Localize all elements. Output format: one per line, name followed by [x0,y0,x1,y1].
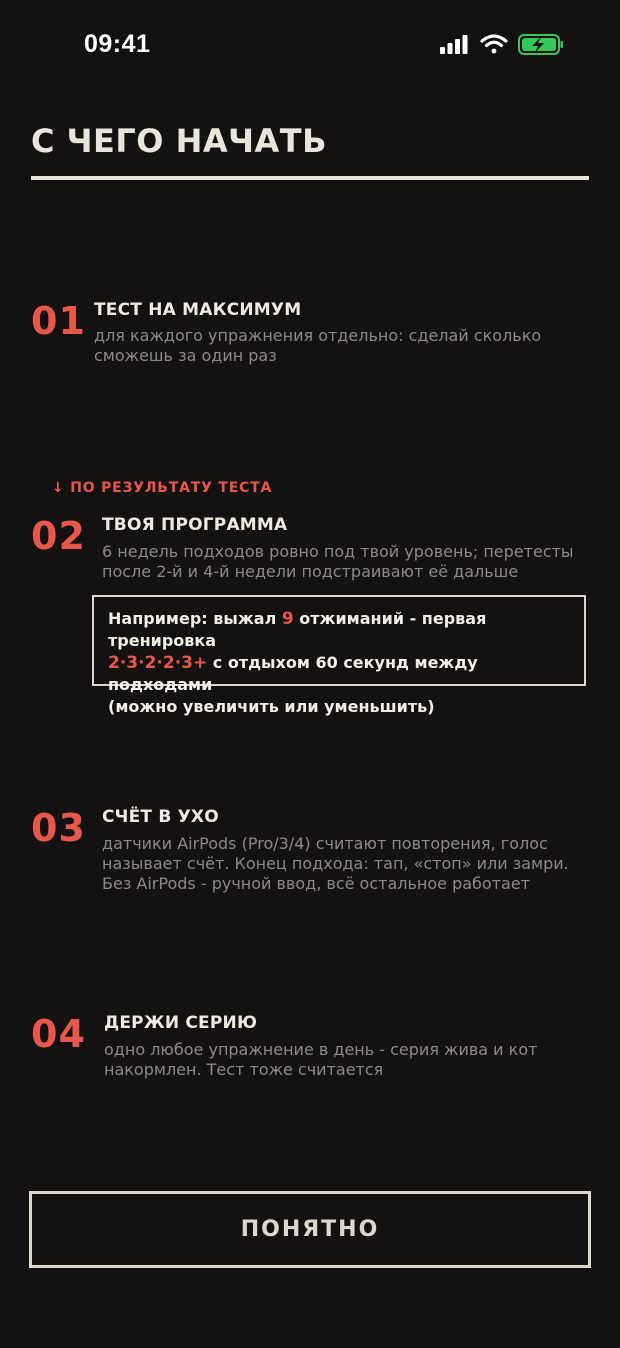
step-number-4: 04 [31,1012,86,1056]
step-number-2: 02 [31,514,86,558]
step-number-3: 03 [31,806,86,850]
step-desc-1 [94,326,574,366]
step-desc-line: после 2-й и 4-й недели подстраивают её дальше [102,562,519,581]
example-reps: 9 [281,609,294,629]
step-title-3: СЧЁТ В УХО [102,807,219,827]
understood-button[interactable]: ПОНЯТНО [29,1191,591,1268]
step-title-4: ДЕРЖИ СЕРИЮ [104,1013,258,1033]
step-desc-line: для каждого упражнения отдельно: сделай сколько [94,326,542,345]
step-desc-2 [102,542,582,582]
step-desc-line: накормлен. Тест тоже считается [104,1060,384,1079]
title-divider [31,176,589,180]
status-time: 09:41 [84,30,151,58]
step-desc-4 [104,1040,584,1080]
example-scheme: 2·3·2·2·3+ [108,653,208,673]
page-title: С ЧЕГО НАЧАТЬ [31,122,327,160]
step-title-2: ТВОЯ ПРОГРАММА [102,515,288,535]
step-desc-line: одно любое упражнение в день - серия жива и кот [104,1040,538,1059]
test-result-note: ↓ ПО РЕЗУЛЬТАТУ ТЕСТА [52,480,273,496]
status-icons [438,32,564,58]
example-box [92,595,586,716]
cellular-signal-icon [440,35,468,54]
step-desc-line: сможешь за один раз [94,346,277,365]
step-desc-line: Без AirPods - ручной ввод, всё остальное работает [102,874,530,893]
example-line-1: Например: выжал 9 отжиманий - первая тренировка [108,609,487,650]
step-desc-line: датчики AirPods (Pro/3/4) считают повторения, голос [102,834,548,853]
step-desc-3 [102,834,582,894]
step-title-1: ТЕСТ НА МАКСИМУМ [94,300,302,320]
wifi-icon [482,36,506,53]
example-line-2: 2·3·2·2·3+ с отдыхом 60 секунд между подходами [108,653,478,694]
step-desc-line: 6 недель подходов ровно под твой уровень; перетесты [102,542,574,561]
example-line-3: (можно увеличить или уменьшить) [108,697,435,716]
battery-charging-icon [519,35,563,54]
step-number-1: 01 [31,299,86,343]
step-desc-line: называет счёт. Конец подхода: тап, «стоп» или замри. [102,854,569,873]
